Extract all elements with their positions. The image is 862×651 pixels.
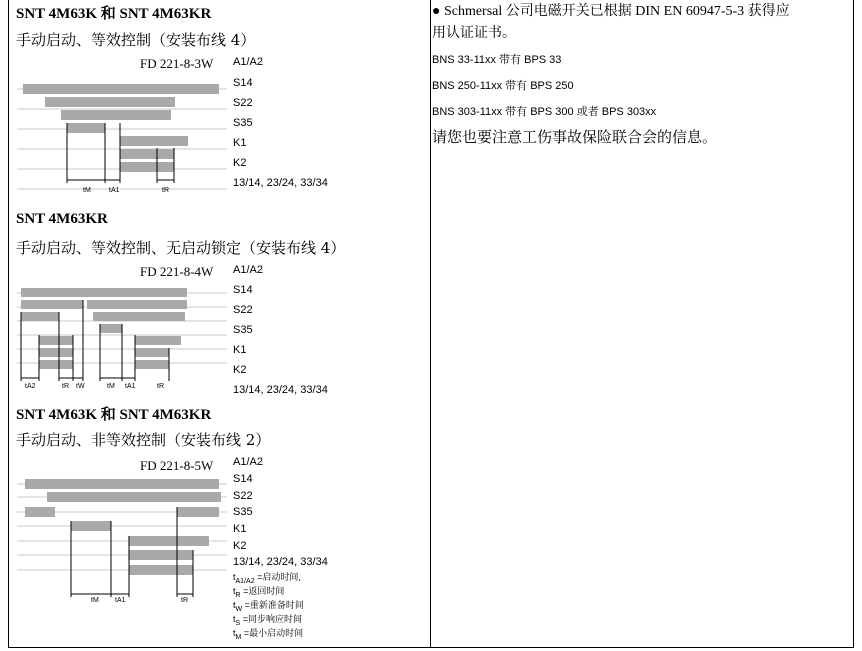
time-label: tA1 [115,597,126,604]
time-label: tR [162,187,169,194]
product-item: BNS 250-11xx 带有 BPS 250 [432,80,574,92]
time-label: tM [107,383,115,390]
time-label: tW [76,383,85,390]
timing-diagram-2 [17,285,227,391]
signal-label: S14 [233,284,253,296]
signal-label: K2 [233,157,247,169]
column-divider [430,0,431,648]
time-label: tR [62,383,69,390]
timing-diagram-1 [17,78,227,202]
legend-item: $t_{A1/A2}$ =启动时间, [233,572,301,585]
signal-label: S22 [233,304,253,316]
signal-label: 13/14, 23/24, 33/34 [233,384,328,396]
time-label: tA1 [109,187,120,194]
section-3-code: FD 221-8-5W [140,458,214,473]
timing-diagram-3 [17,475,227,605]
signal-label: K2 [233,540,247,552]
time-label: tA2 [25,383,36,390]
section-2-code: FD 221-8-4W [140,264,214,279]
time-label: tR [157,383,164,390]
section-3-heading: SNT 4M63K 和 SNT 4M63KR [16,407,212,423]
product-item: BNS 33-11xx 带有 BPS 33 [432,54,562,66]
signal-label: S14 [233,473,253,485]
signal-label: A1/A2 [233,264,263,276]
time-label: tM [91,597,99,604]
signal-label: S22 [233,490,253,502]
signal-label: A1/A2 [233,56,263,68]
legend-item: $t_W$ =重新准备时间 [233,600,304,613]
signal-label: S22 [233,97,253,109]
signal-label: 13/14, 23/24, 33/34 [233,177,328,189]
signal-label: S35 [233,117,253,129]
signal-label: K1 [233,137,247,149]
legend-item: $t_S$ =同步响应时间 [233,614,302,627]
section-1-code: FD 221-8-3W [140,56,214,71]
signal-label: S35 [233,506,253,518]
section-1-heading: SNT 4M63K 和 SNT 4M63KR [16,6,212,22]
legend-item: $t_R$ =返回时间 [233,586,285,599]
section-3-subtitle: 手动启动、非等效控制（安装布线 2） [16,431,271,449]
signal-label: S14 [233,77,253,89]
time-label: tA1 [125,383,136,390]
certification-line-1: ● Schmersal 公司电磁开关已根据 DIN EN 60947-5-3 获得应 [432,4,790,19]
signal-label: K2 [233,364,247,376]
signal-label: 13/14, 23/24, 33/34 [233,556,328,568]
signal-label: S35 [233,324,253,336]
legend-item: $t_M$ =最小启动时间 [233,628,304,641]
section-2-heading: SNT 4M63KR [16,211,108,227]
section-2-subtitle: 手动启动、等效控制、无启动锁定（安装布线 4） [16,239,346,257]
certification-line-2: 用认证证书。 [432,26,516,41]
signal-label: K1 [233,523,247,535]
signal-label: A1/A2 [233,456,263,468]
insurance-note: 请您也要注意工伤事故保险联合会的信息。 [432,128,718,146]
time-label: tM [83,187,91,194]
time-label: tR [181,597,188,604]
product-item: BNS 303-11xx 带有 BPS 300 或者 BPS 303xx [432,106,657,118]
section-1-subtitle: 手动启动、等效控制（安装布线 4） [16,31,256,49]
signal-label: K1 [233,344,247,356]
